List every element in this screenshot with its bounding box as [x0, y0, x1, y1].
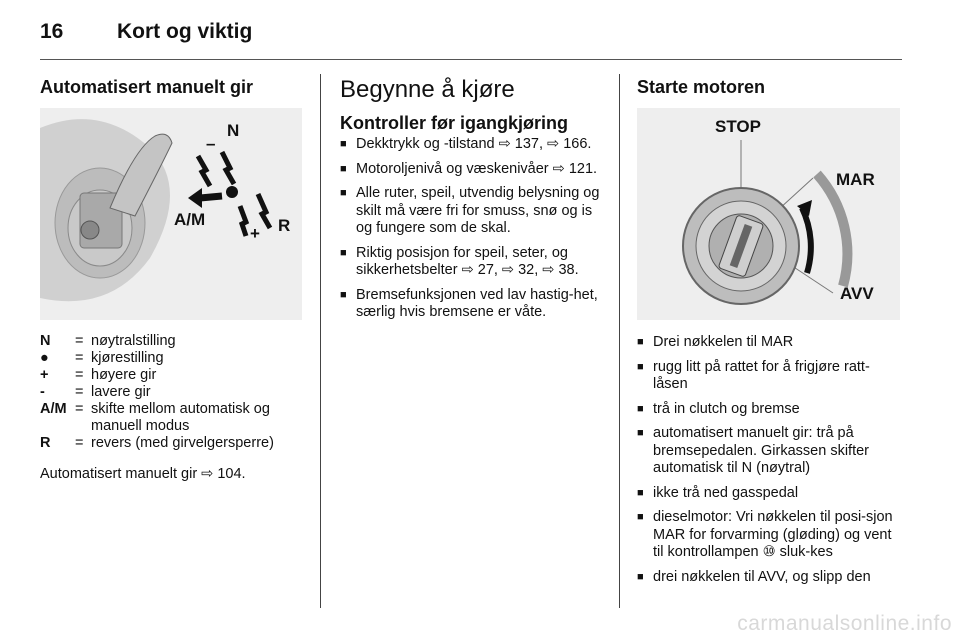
watermark: carmanualsonline.info [737, 612, 952, 635]
gear-selector-illustration [40, 108, 302, 320]
legend-eq: = [75, 384, 84, 400]
legend-eq: = [75, 350, 84, 366]
legend [40, 333, 304, 452]
list-item: ■ Bremsefunksjonen ved lav hastig-het, særlig hvis bremsene er våte. [340, 287, 606, 322]
column-divider [619, 74, 620, 608]
legend-eq: = [75, 435, 84, 451]
right-column [637, 76, 902, 593]
legend-eq: = [75, 333, 84, 349]
list-item: ■ trå in clutch og bremse [637, 401, 902, 419]
legend-text: kjørestilling [91, 350, 164, 366]
fig-label-avv: AVV [840, 284, 874, 303]
list-item: ■ rugg litt på rattet for å frigjøre ratt-låsen [637, 359, 902, 394]
column-divider [320, 74, 321, 608]
start-steps [637, 334, 902, 586]
list-item: ■ Motoroljenivå og væskenivåer ⇨ 121. [340, 161, 606, 179]
header-rule [40, 59, 902, 60]
section-heading: Automatisert manuelt gir [40, 77, 254, 97]
fig-label-r: R [278, 216, 291, 235]
legend-key: ● [40, 350, 49, 366]
cross-reference: Automatisert manuelt gir ⇨ 104. [40, 466, 246, 482]
legend-row [40, 435, 304, 452]
legend-text: nøytralstilling [91, 333, 176, 349]
legend-row [40, 333, 304, 350]
list-item: ■ Dekktrykk og -tilstand ⇨ 137, ⇨ 166. [340, 136, 606, 154]
legend-key: N [40, 333, 51, 349]
fig-label-minus: – [206, 134, 216, 153]
legend-eq: = [75, 367, 84, 383]
legend-key: + [40, 367, 49, 383]
fig-label-am: A/M [174, 210, 206, 229]
section-heading: Begynne å kjøre [340, 76, 515, 103]
list-item: ■ ikke trå ned gasspedal [637, 485, 902, 503]
subsection-heading: Kontroller før igangkjøring [340, 113, 568, 133]
section-heading: Starte motoren [637, 77, 766, 97]
list-item: ■ Riktig posisjon for speil, seter, og sikkerhetsbelter ⇨ 27, ⇨ 32, ⇨ 38. [340, 245, 606, 280]
fig-label-stop: STOP [715, 117, 761, 136]
fig-label-mar: MAR [836, 170, 875, 189]
legend-key: - [40, 384, 45, 400]
ignition-illustration [637, 108, 900, 320]
list-item: ■ Drei nøkkelen til MAR [637, 334, 902, 352]
legend-key: A/M [40, 401, 67, 417]
checklist [340, 136, 606, 322]
legend-row [40, 367, 304, 384]
list-item: ■ automatisert manuelt gir: trå på bremsepedalen. Girkassen skifter automatisk til N (nøytral) [637, 425, 902, 478]
legend-row [40, 350, 304, 367]
legend-text: lavere gir [91, 384, 151, 400]
legend-key: R [40, 435, 51, 451]
legend-text: skifte mellom automatisk og manuell modus [91, 401, 270, 434]
list-item: ■ drei nøkkelen til AVV, og slipp den [637, 569, 902, 587]
list-item: ■ dieselmotor: Vri nøkkelen til posi-sjon MAR for forvarming (gløding) og vent til kontrollampen ⑩ sluk-kes [637, 509, 902, 562]
page-number: 16 [40, 20, 64, 43]
left-column [40, 76, 304, 483]
middle-column [340, 76, 606, 329]
legend-eq: = [75, 401, 84, 417]
legend-row [40, 401, 304, 435]
list-item: ■ Alle ruter, speil, utvendig belysning og skilt må være fri for smuss, snø og is og fungere som de skal. [340, 185, 606, 238]
fig-label-n: N [227, 121, 240, 140]
legend-text: høyere gir [91, 367, 157, 383]
page-title: Kort og viktig [117, 20, 253, 43]
legend-row [40, 384, 304, 401]
fig-label-plus: + [250, 224, 260, 243]
legend-text: revers (med girvelgersperre) [91, 435, 274, 451]
